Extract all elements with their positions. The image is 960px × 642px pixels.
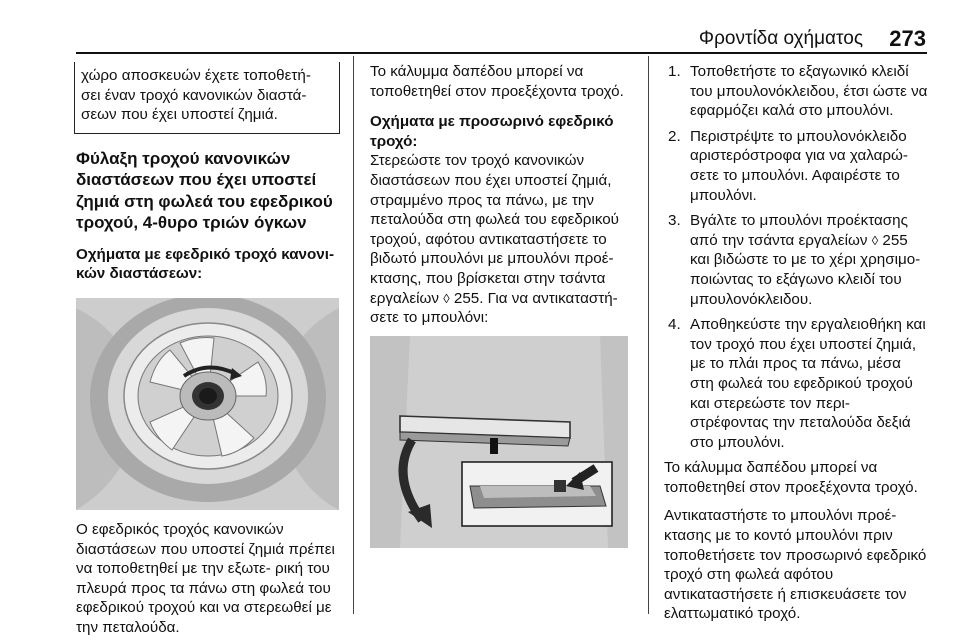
step-text: Περιστρέψτε το μπουλονόκλειδο αριστερόστροφα για να χαλαρώ- σετε το μπουλόνι. Αφαιρέστε το μπουλόνι. — [690, 127, 908, 204]
step-number: 1. — [668, 63, 681, 80]
bolt-figure — [370, 336, 628, 548]
reference-icon: ◊ — [443, 290, 450, 306]
step-text: και βιδώστε το με το χέρι χρησιμο- ποιώντας το εξάγωνο κλειδί του μπουλονόκλειδου. — [690, 251, 921, 308]
step-number: 4. — [668, 316, 681, 334]
spare-wheel-illustration — [76, 298, 339, 510]
step-text: Αποθηκεύστε την εργαλειοθήκη και τον τροχό που έχει υποστεί ζημιά, με το πλάι προς τα πάνω, μέσα στη φωλεά του εφεδρικού τροχού και στερεώστε τον περι- στρέφοντας την πεταλούδα δεξιά στο μπουλόνι. — [690, 316, 926, 451]
list-item — [664, 62, 928, 121]
paragraph: Το κάλυμμα δαπέδου μπορεί να τοποθετηθεί στον προεξέχοντα τροχό. — [664, 459, 918, 496]
page-title: Φροντίδα οχήματος — [698, 28, 863, 49]
paragraph-text: . Για να αντικαταστή- σετε το μπουλόνι: — [370, 289, 618, 327]
column-divider — [648, 56, 649, 614]
paragraph-text: Στερεώστε τον τροχό κανονικών διαστάσεων που έχει υποστεί ζημιά, στραμμένο προς τα πάνω, με την πεταλούδα στη φωλεά του εφεδρικού τροχού, αφότου αντικαταστήσετε το βιδωτό μπουλόνι με μπουλόνι προέ- κτασης, που βρίσκεται στην τσάντα εργαλείων — [370, 152, 619, 307]
reference-page[interactable]: 255 — [882, 231, 908, 249]
column-middle — [370, 62, 636, 548]
reference-page[interactable]: 255 — [453, 289, 480, 307]
page-header — [0, 28, 960, 50]
paragraph: Αντικαταστήστε το μπουλόνι προέ- κτασης με το κοντό μπουλόνι πριν τοποθετήσετε τον προσωρινό εφεδρικό τροχό στη φωλεά αφότου αντικαταστήσετε ή επισκευάσετε τον ελαττωματικό τροχό. — [664, 507, 927, 623]
paragraph: Ο εφεδρικός τροχός κανονικών διαστάσεων που υποστεί ζημιά πρέπει να τοποθετηθεί με την εξωτε- ρική του πλευρά προς τα πάνω στη φωλεά του εφεδρικού τροχού και να στερεωθεί με την πεταλούδα. — [76, 520, 335, 636]
section-heading: Φύλαξη τροχού κανονικών διαστάσεων που έχει υποστεί ζημιά στη φωλεά του εφεδρικού τροχού, 4-θυρο τριών όγκων — [76, 148, 333, 233]
list-item — [664, 211, 928, 309]
page-number: 273 — [889, 26, 926, 51]
paragraph: Το κάλυμμα δαπέδου μπορεί να τοποθετηθεί στον προεξέχοντα τροχό. — [370, 63, 624, 100]
list-item — [664, 315, 928, 452]
list-item — [664, 127, 928, 205]
step-text: Βγάλτε το μπουλόνι προέκτασης από την τσάντα εργαλείων — [690, 212, 908, 249]
reference-icon: ◊ — [871, 232, 879, 248]
bolt-illustration — [370, 336, 628, 548]
notice-box — [74, 62, 340, 134]
step-number: 2. — [668, 127, 681, 145]
header-rule — [76, 52, 927, 54]
column-divider — [353, 56, 354, 614]
spare-wheel-figure — [76, 298, 339, 510]
column-left — [76, 62, 338, 638]
steps-list — [664, 62, 928, 452]
step-number: 3. — [668, 212, 681, 230]
column-right — [664, 62, 928, 624]
section-subheading: Οχήματα με εφεδρικό τροχό κανονι- κών διαστάσεων: — [76, 245, 334, 283]
step-text: Τοποθετήστε το εξαγωνικό κλειδί του μπουλονόκλειδου, έτσι ώστε να εφαρμόζει καλά στο μπουλόνι. — [690, 63, 928, 120]
paragraph — [370, 151, 636, 327]
section-subheading: Οχήματα με προσωρινό εφεδρικό τροχό: — [370, 113, 614, 150]
notice-text: χώρο αποσκευών έχετε τοποθετή- σει έναν τροχό κανονικών διαστά- σεων που έχει υποστεί ζημιά. — [81, 67, 311, 124]
